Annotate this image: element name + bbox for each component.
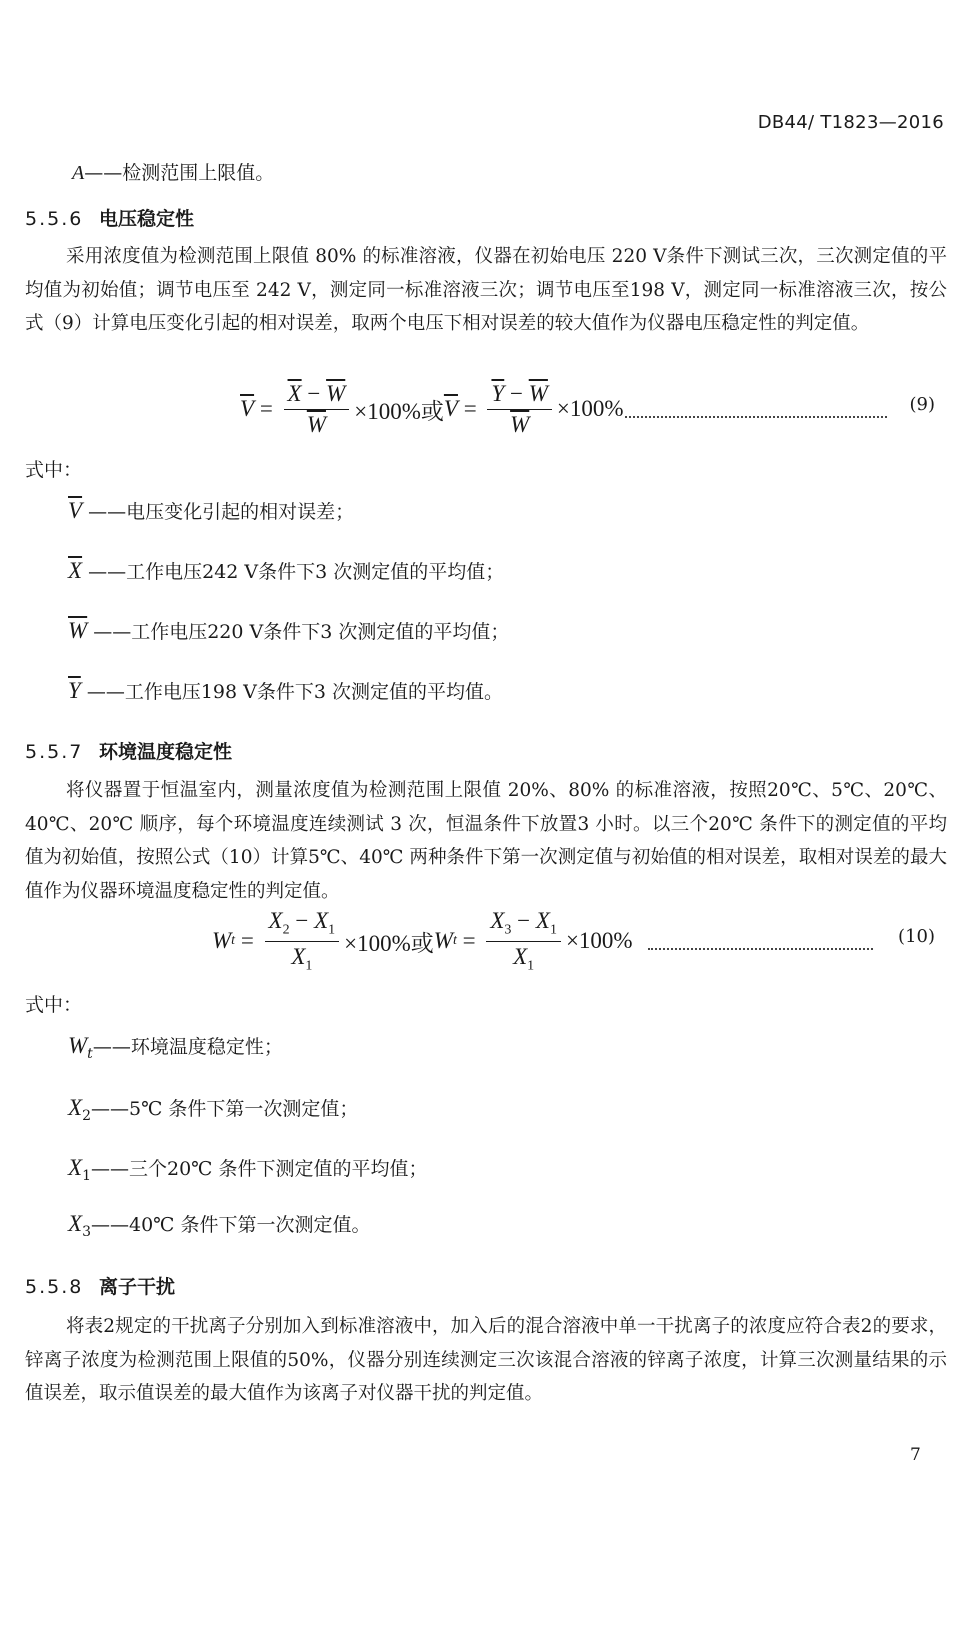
variable-definition: $X_1——$三个20℃ 条件下测定值的平均值； [68, 1155, 428, 1184]
variable-definition: $\overline{V}$ ——电压变化引起的相对误差； [68, 498, 355, 523]
page-number: 7 [910, 1445, 921, 1465]
where-label: 式中： [25, 994, 83, 1016]
formula-number: (9) [909, 394, 935, 415]
variable-definition: $W_t——$环境温度稳定性； [68, 1033, 283, 1062]
formula-number: (10) [898, 926, 935, 947]
body-paragraph: 将仪器置于恒温室内，测量浓度值为检测范围上限值 20%、80% 的标准溶液，按照20℃、5℃、20℃、40℃、20℃ 顺序，每个环境温度连续测试 3 次，恒温条件下放置3 小时。以三个20℃ 条件下的测定值的平均值为初始值，按照公式（10）计算5℃、40℃ 两种条件下第一次测定值与初始值的相对误差，取相对误差的最大值作为仪器环境温度稳定性的判定值。 [25, 780, 947, 902]
variable-definition: A——检测范围上限值。 [72, 162, 275, 184]
body-paragraph: 将表2规定的干扰离子分别加入到标准溶液中，加入后的混合溶液中单一干扰离子的浓度应符合表2的要求，锌离子浓度为检测范围上限值的50%，仪器分别连续测定三次该混合溶液的锌离子浓度，计算三次测量结果的示值误差，取示值误差的最大值作为该离子对仪器干扰的判定值。 [25, 1316, 947, 1404]
variable-definition: $X_3——40℃$ 条件下第一次测定值。 [68, 1211, 371, 1240]
variable-definition: $\overline{Y}$ ——工作电压198 V条件下3 次测定值的平均值。 [68, 678, 503, 703]
formula-9: $\overline{V}$ = $\frac{\overline{X} - \overline{W}}{W}$ ×100%或 $\overline{V}$ = $\frac{\overline{Y} - \overline{W}}{W}$ ×100% (9) [240, 380, 935, 437]
section-heading: 5.5.8 离子干扰 [25, 1276, 176, 1298]
variable-definition: $\overline{X}$ ——工作电压242 V条件下3 次测定值的平均值； [68, 558, 505, 583]
body-paragraph: 采用浓度值为检测范围上限值 80% 的标准溶液，仪器在初始电压 220 V条件下测试三次，三次测定值的平均值为初始值；调节电压至 242 V，测定同一标准溶液三次；调节电压至198 V，测定同一标准溶液三次，按公式（9）计算电压变化引起的相对误差，取两个电压下相对误差的较大值作为仪器电压稳定性的判定值。 [25, 246, 947, 334]
where-label: 式中： [25, 459, 83, 481]
section-heading: 5.5.6 电压稳定性 [25, 208, 195, 230]
variable-definition: $\overline{W}$ ——工作电压220 V条件下3 次测定值的平均值； [68, 618, 510, 643]
section-heading: 5.5.7 环境温度稳定性 [25, 741, 233, 763]
variable-definition: $X_2——5℃$ 条件下第一次测定值； [68, 1095, 359, 1124]
standard-number: DB44/ T1823—2016 [757, 112, 944, 133]
formula-10: W t = $\frac{X_2 - X_1}{X_1}$ ×100%或 W t = $\frac{X_3 - X_1}{X_1}$ ×100% (10) [212, 907, 935, 974]
